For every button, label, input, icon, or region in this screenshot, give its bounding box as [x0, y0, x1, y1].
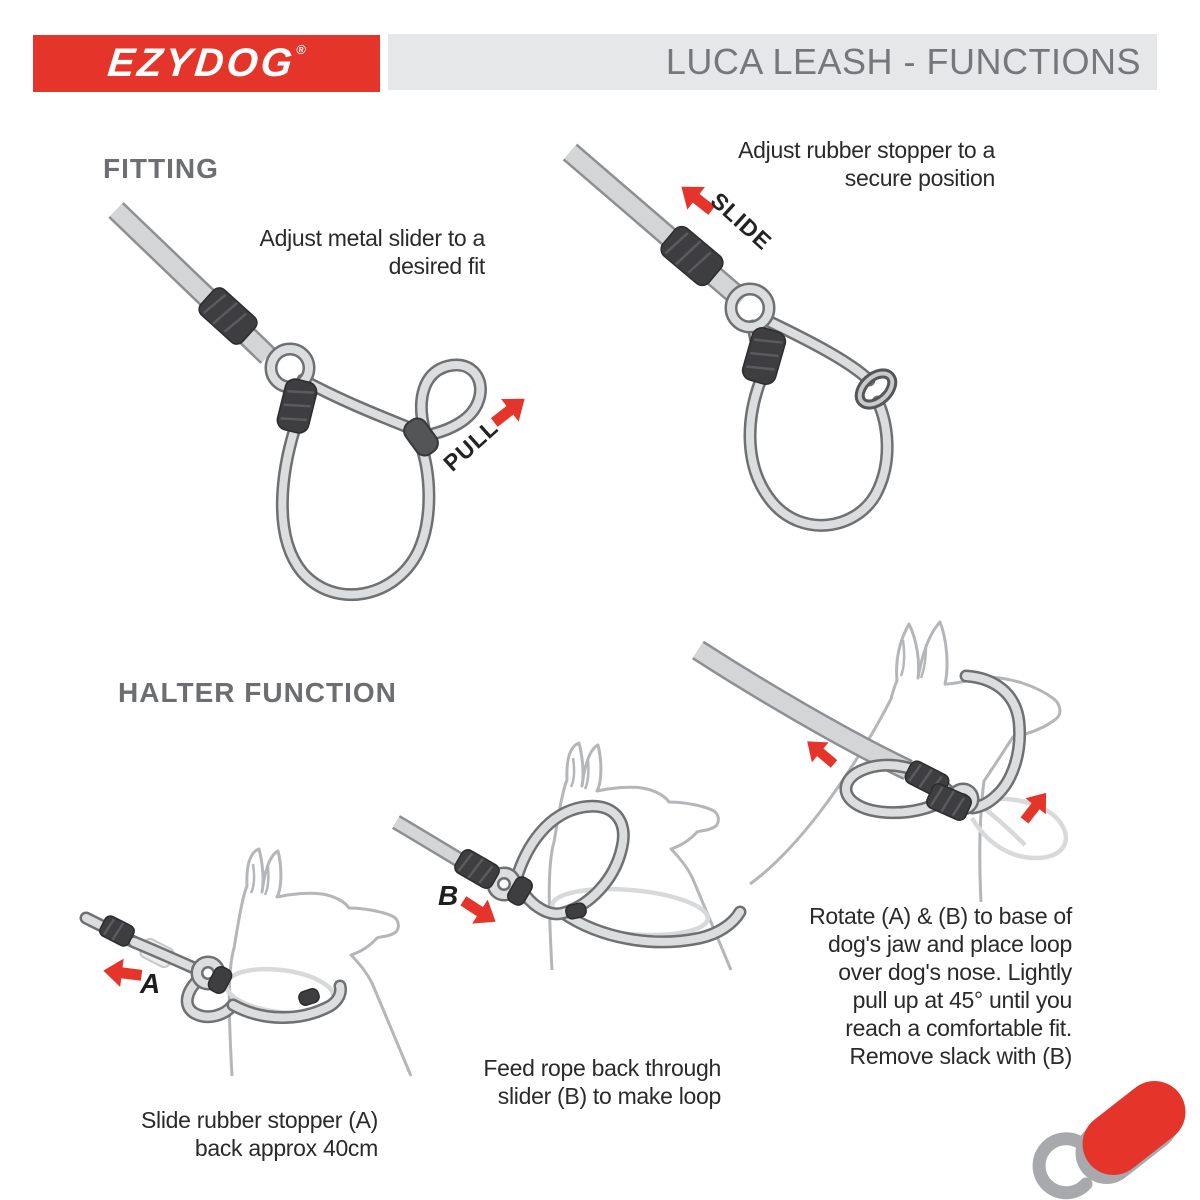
caption-line: pull up at 45° until you: [852, 987, 1072, 1013]
page-title: LUCA LEASH - FUNCTIONS: [665, 41, 1141, 82]
caption-line: secure position: [844, 165, 995, 191]
point-label-a: A: [140, 968, 161, 999]
caption-line: Slide rubber stopper (A): [141, 1107, 378, 1133]
rubber-stopper-caption: [715, 136, 995, 192]
halter-dog-c-illustration: [698, 622, 1066, 902]
dog-head-outline: [229, 849, 411, 1076]
rotate-right-arrow-icon: [1014, 785, 1056, 829]
rotate-step-caption: [772, 902, 1072, 1070]
point-label-b: B: [438, 880, 459, 911]
halter-section-heading: HALTER FUNCTION: [118, 677, 397, 708]
caption-line: dog's jaw and place loop: [828, 931, 1072, 957]
halter-dog-b-illustration: [396, 743, 740, 970]
caption-line: Feed rope back through: [483, 1055, 721, 1081]
step-a-caption: [80, 1106, 378, 1162]
caption-line: back approx 40cm: [194, 1135, 378, 1161]
caption-line: desired fit: [388, 253, 485, 279]
metal-slider-caption: [205, 224, 485, 280]
fitting-section-heading: FITTING: [103, 153, 219, 184]
caption-line: Rotate (A) & (B) to base of: [809, 903, 1072, 929]
halter-dog-a-illustration: [86, 849, 411, 1076]
rubber-stopper: [740, 325, 788, 386]
caption-line: Remove slack with (B): [849, 1043, 1072, 1069]
caption-line: slider (B) to make loop: [497, 1083, 721, 1109]
caption-line: reach a comfortable fit.: [845, 1015, 1072, 1041]
ezydog-logo-text: EZYDOG®: [105, 41, 308, 85]
step-b-caption: [445, 1054, 721, 1110]
slide-back-arrow-icon: [102, 956, 144, 989]
ezydog-brand-mark-icon: [1039, 1068, 1198, 1196]
caption-line: over dog's nose. Lightly: [838, 959, 1072, 985]
title-bar: [388, 34, 1157, 90]
caption-line: Adjust metal slider to a: [259, 225, 485, 251]
ezydog-logo: [33, 35, 380, 92]
slide-action-label: SLIDE: [705, 187, 778, 256]
pull-action-label: PULL: [438, 414, 504, 477]
caption-line: Adjust rubber stopper to a: [738, 137, 995, 163]
registered-mark: ®: [295, 42, 308, 57]
